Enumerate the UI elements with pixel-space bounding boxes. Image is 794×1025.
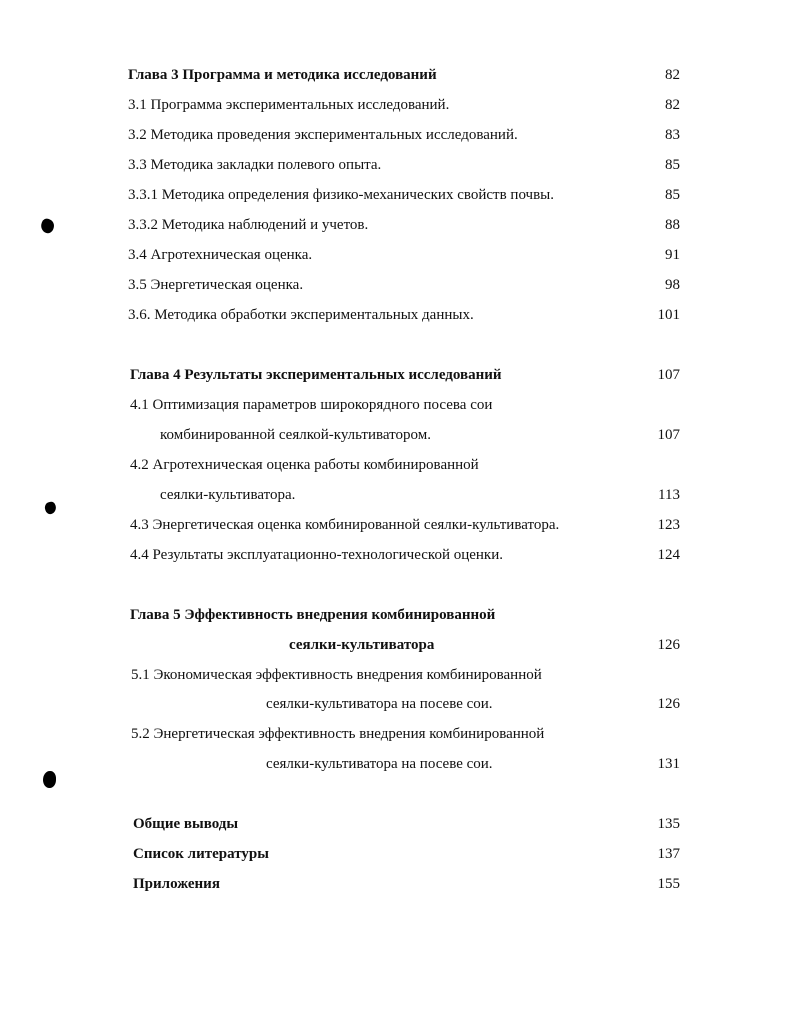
toc-item-3-3-page: 85	[665, 157, 680, 173]
scan-blot	[39, 217, 56, 235]
toc-item-4-1-page: 107	[657, 427, 680, 443]
chapter-5-page: 126	[657, 637, 680, 653]
toc-bibliography-page: 137	[657, 846, 680, 862]
chapter-3-title: Глава 3 Программа и методика исследований	[128, 67, 437, 83]
chapter-4-title: Глава 4 Результаты экспериментальных исследований	[130, 367, 502, 383]
toc-item-3-6-page: 101	[657, 307, 680, 323]
chapter-5-title-line1: Глава 5 Эффективность внедрения комбинированной	[130, 607, 496, 623]
toc-item-4-2-line1: 4.2 Агротехническая оценка работы комбинированной	[130, 457, 479, 473]
chapter-3-page: 82	[665, 67, 680, 83]
toc-item-4-4-page: 124	[657, 547, 680, 563]
toc-item-3-2: 3.2 Методика проведения экспериментальных исследований.	[128, 127, 518, 143]
scan-blot	[43, 771, 56, 788]
toc-item-3-1-page: 82	[665, 97, 680, 113]
toc-item-5-1-line1: 5.1 Экономическая эффективность внедрения комбинированной	[131, 667, 542, 683]
toc-item-5-1-line2: сеялки-культиватора на посеве сои.	[266, 696, 493, 712]
toc-item-3-4-page: 91	[665, 247, 680, 263]
toc-item-4-2-line2: сеялки-культиватора.	[160, 487, 296, 503]
chapter-5-title-line2: сеялки-культиватора	[289, 637, 435, 653]
toc-item-3-3-1: 3.3.1 Методика определения физико-механических свойств почвы.	[128, 187, 555, 203]
toc-item-5-1-page: 126	[657, 696, 680, 712]
toc-item-3-3-1-page: 85	[665, 187, 680, 203]
chapter-4-page: 107	[657, 367, 680, 383]
toc-item-3-2-page: 83	[665, 127, 680, 143]
toc-item-4-4: 4.4 Результаты эксплуатационно-технологической оценки.	[130, 547, 504, 563]
toc-item-4-2-page: 113	[658, 487, 680, 503]
toc-item-5-2-line1: 5.2 Энергетическая эффективность внедрения комбинированной	[131, 726, 545, 742]
toc-general-conclusions-page: 135	[657, 816, 680, 832]
toc-bibliography: Список литературы	[133, 846, 269, 862]
toc-item-4-3: 4.3 Энергетическая оценка комбинированной сеялки-культиватора.	[130, 517, 560, 533]
toc-item-3-6: 3.6. Методика обработки экспериментальных данных.	[128, 307, 474, 323]
toc-item-4-1-line1: 4.1 Оптимизация параметров широкорядного посева сои	[130, 397, 493, 413]
toc-item-3-3-2: 3.3.2 Методика наблюдений и учетов.	[128, 217, 369, 233]
toc-item-3-3: 3.3 Методика закладки полевого опыта.	[128, 157, 382, 173]
toc-item-3-5-page: 98	[665, 277, 680, 293]
toc-item-5-2-page: 131	[657, 756, 680, 772]
scan-blot	[44, 501, 58, 515]
toc-appendices: Приложения	[133, 876, 220, 892]
toc-item-4-1-line2: комбинированной сеялкой-культиватором.	[160, 427, 431, 443]
toc-general-conclusions: Общие выводы	[133, 816, 239, 832]
toc-item-3-3-2-page: 88	[665, 217, 680, 233]
toc-item-3-5: 3.5 Энергетическая оценка.	[128, 277, 304, 293]
toc-appendices-page: 155	[657, 876, 680, 892]
toc-item-3-1: 3.1 Программа экспериментальных исследований.	[128, 97, 450, 113]
toc-item-3-4: 3.4 Агротехническая оценка.	[128, 247, 313, 263]
toc-item-5-2-line2: сеялки-культиватора на посеве сои.	[266, 756, 493, 772]
toc-item-4-3-page: 123	[657, 517, 680, 533]
